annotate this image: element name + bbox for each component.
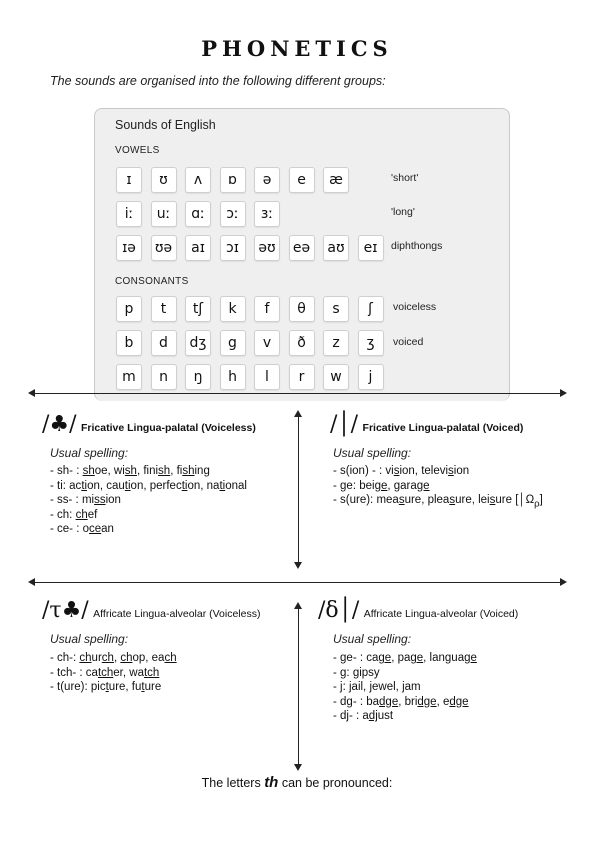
spelling-line: - ce- : ocean — [50, 523, 114, 535]
sound-description: Fricative Lingua-palatal (Voiceless) — [81, 422, 256, 434]
phoneme-key-voiceless: θ — [289, 296, 315, 322]
arrow-right-icon — [560, 389, 567, 397]
phoneme-key-short: ɪ — [116, 167, 142, 193]
phoneme-key-long: uː — [151, 201, 177, 227]
phoneme-key-long: ɑː — [185, 201, 211, 227]
sound-heading-dg — [318, 598, 518, 623]
sound-heading-sh — [42, 412, 256, 437]
panel-title: Sounds of English — [115, 118, 216, 132]
sound-description: Affricate Lingua-alveolar (Voiced) — [363, 608, 519, 620]
spelling-line: - s(ure): measure, pleasure, leisure $[│\Omega_\rho]$ — [333, 494, 543, 510]
footer-th: th — [264, 774, 279, 791]
phoneme-key-diph: ʊə — [151, 235, 177, 261]
spelling-line: - ti: action, caution, perfection, national — [50, 479, 247, 492]
spelling-line: - ge: beige, garage — [333, 479, 430, 492]
phoneme-key-voiced: ð — [289, 330, 315, 356]
phoneme-key-short: e — [289, 167, 315, 193]
phoneme-key-voiceless: p — [116, 296, 142, 322]
sound-heading-ch — [42, 598, 260, 623]
phoneme-key-other: j — [358, 364, 384, 390]
sound-heading-zh — [330, 412, 523, 437]
spelling-line: - ss- : mission — [50, 494, 121, 506]
spelling-list — [50, 651, 177, 695]
phoneme-key-voiced: dʒ — [185, 330, 211, 356]
phoneme-key-diph: aʊ — [323, 235, 349, 261]
phoneme-key-voiced: v — [254, 330, 280, 356]
usual-spelling-label: Usual spelling: — [333, 446, 412, 460]
arrow-up-icon — [294, 602, 302, 609]
voiced-label: voiced — [393, 336, 424, 348]
intro-text: The sounds are organised into the following different groups: — [50, 74, 386, 88]
phonetic-symbol: /♣/ — [42, 412, 77, 437]
sounds-panel — [94, 108, 510, 401]
usual-spelling-label: Usual spelling: — [50, 446, 129, 460]
vowels-label: VOWELS — [115, 145, 160, 156]
phoneme-key-voiced: z — [323, 330, 349, 356]
spelling-line: - t(ure): picture, future — [50, 681, 162, 693]
spelling-list — [333, 464, 543, 512]
phoneme-key-voiceless: s — [323, 296, 349, 322]
phoneme-key-other: r — [289, 364, 315, 390]
footer-text — [0, 774, 594, 791]
usual-spelling-label: Usual spelling: — [333, 632, 412, 646]
phoneme-key-voiced: b — [116, 330, 142, 356]
phoneme-key-voiced: ʒ — [358, 330, 384, 356]
phoneme-key-voiceless: k — [220, 296, 246, 322]
arrow-left-icon — [28, 389, 35, 397]
spelling-line: - ch-: church, chop, each — [50, 652, 177, 664]
phoneme-key-diph: eɪ — [358, 235, 384, 261]
footer-pre: The letters — [201, 776, 265, 790]
phoneme-key-voiceless: t — [151, 296, 177, 322]
phoneme-key-long: ɜː — [254, 201, 280, 227]
phoneme-key-other: n — [151, 364, 177, 390]
phoneme-key-short: ɒ — [220, 167, 246, 193]
sound-description: Fricative Lingua-palatal (Voiced) — [362, 422, 524, 434]
spelling-list — [333, 651, 477, 724]
spelling-list — [50, 464, 247, 537]
phoneme-key-long: ɔː — [220, 201, 246, 227]
phoneme-key-other: m — [116, 364, 142, 390]
spelling-line: - j: jail, jewel, jam — [333, 681, 421, 693]
arrow-right-icon — [560, 578, 567, 586]
sound-description: Affricate Lingua-alveolar (Voiceless) — [93, 608, 261, 620]
phoneme-key-short: æ — [323, 167, 349, 193]
usual-spelling-label: Usual spelling: — [50, 632, 129, 646]
phoneme-key-diph: eə — [289, 235, 315, 261]
phoneme-key-other: w — [323, 364, 349, 390]
voiceless-label: voiceless — [393, 301, 437, 313]
footer-post: can be pronounced: — [278, 776, 393, 790]
divider-line-top — [34, 393, 562, 394]
phoneme-key-voiceless: tʃ — [185, 296, 211, 322]
spelling-line: - s(ion) - : vision, television — [333, 465, 470, 477]
phonetic-symbol: /│/ — [330, 412, 359, 437]
phoneme-key-voiceless: f — [254, 296, 280, 322]
arrow-down-icon — [294, 562, 302, 569]
spelling-line: - dg- : badge, bridge, edge — [333, 695, 469, 708]
phoneme-key-other: h — [220, 364, 246, 390]
phoneme-key-diph: ɪə — [116, 235, 142, 261]
phoneme-key-other: ŋ — [185, 364, 211, 390]
phoneme-key-long: iː — [116, 201, 142, 227]
phonetic-symbol: /δ│/ — [318, 598, 360, 623]
divider-line-middle — [34, 582, 562, 583]
phoneme-key-voiceless: ʃ — [358, 296, 384, 322]
spelling-line: - tch- : catcher, watch — [50, 666, 160, 679]
consonants-label: CONSONANTS — [115, 276, 189, 287]
phoneme-key-diph: aɪ — [185, 235, 211, 261]
spelling-line: - sh- : shoe, wish, finish, fishing — [50, 465, 210, 477]
phoneme-key-short: ʌ — [185, 167, 211, 193]
phoneme-key-other: l — [254, 364, 280, 390]
arrow-left-icon — [28, 578, 35, 586]
short-label: 'short' — [391, 172, 419, 184]
diphthongs-label: diphthongs — [391, 240, 443, 252]
spelling-line: - g: gipsy — [333, 666, 380, 679]
arrow-down-icon — [294, 764, 302, 771]
phoneme-key-diph: ɔɪ — [220, 235, 246, 261]
arrow-up-icon — [294, 410, 302, 417]
phoneme-key-short: ʊ — [151, 167, 177, 193]
spelling-line: - ge- : cage, page, language — [333, 652, 477, 664]
spelling-line: - dj- : adjust — [333, 710, 394, 722]
phonetic-symbol: /τ♣/ — [42, 598, 89, 623]
phoneme-key-voiced: g — [220, 330, 246, 356]
divider-vertical-top — [298, 416, 299, 564]
phoneme-key-voiced: d — [151, 330, 177, 356]
long-label: 'long' — [391, 206, 415, 218]
page-title: PHONETICS — [201, 36, 393, 61]
spelling-line: - ch: chef — [50, 508, 98, 521]
divider-vertical-bottom — [298, 608, 299, 766]
phoneme-key-short: ə — [254, 167, 280, 193]
phoneme-key-diph: əʊ — [254, 235, 280, 261]
